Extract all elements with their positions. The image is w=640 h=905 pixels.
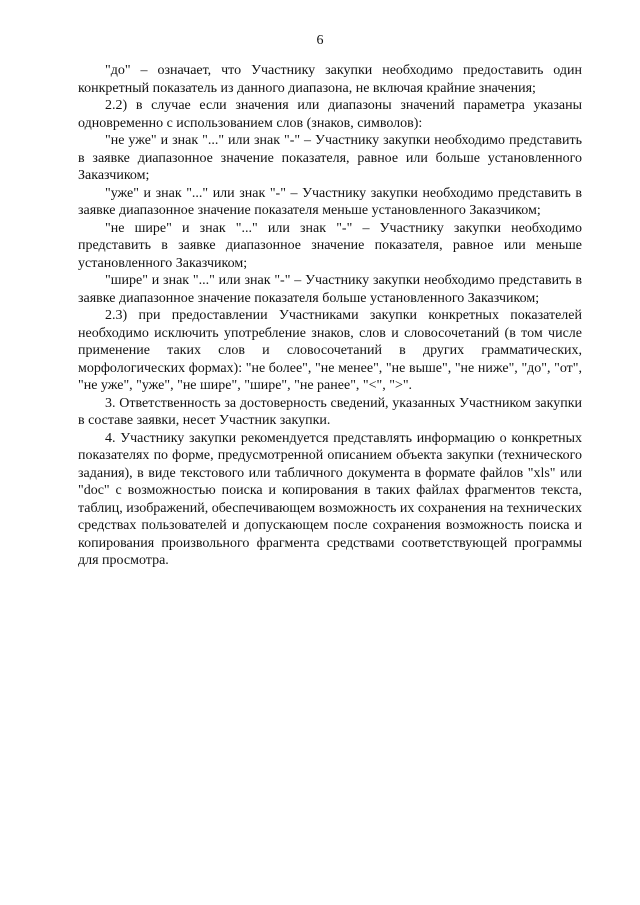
paragraph-ne-uzhe: "не уже" и знак "..." или знак "-" – Участнику закупки необходимо представить в заявке диапазонное значение показателя, равное или больше установленного Заказчиком; (78, 133, 582, 183)
paragraph-shire: "шире" и знак "..." или знак "-" – Участнику закупки необходимо представить в заявке диапазонное значение показателя больше установленного Заказчиком; (78, 273, 582, 306)
paragraph-do-definition: "до" – означает, что Участнику закупки необходимо предоставить один конкретный показатель из данного диапазона, не включая крайние значения; (78, 63, 582, 96)
page-number: 6 (316, 33, 324, 48)
paragraph-2-2: 2.2) в случае если значения или диапазоны значений параметра указаны одновременно с использованием слов (знаков, символов): (78, 98, 582, 131)
paragraph-3: 3. Ответственность за достоверность сведений, указанных Участником закупки в составе заявки, несет Участник закупки. (78, 395, 582, 428)
paragraph-2-3: 2.3) при предоставлении Участниками закупки конкретных показателей необходимо исключить употребление знаков, слов и словосочетаний (в том числе применение таких слов и словосочетаний в других грамматических, морфологических формах): "не более", "не менее", "не выше", "не ниже", "до", "от", "не уже", "уже", "не шире", "шире", "не ранее", "<", ">". (78, 308, 582, 393)
paragraph-4: 4. Участнику закупки рекомендуется представлять информацию о конкретных показателях по форме, предусмотренной описанием объекта закупки (технического задания), в виде текстового или табличного документа в формате файлов "xls" или "doc" с возможностью поиска и копирования в таких файлах фрагментов текста, таблиц, изображений, обеспечивающем возможность их сохранения на технических средствах пользователей и допускающем после сохранения возможность поиска и копирования произвольного фрагмента средствами соответствующей программы для просмотра. (78, 430, 582, 568)
paragraph-uzhe: "уже" и знак "..." или знак "-" – Участнику закупки необходимо представить в заявке диапазонное значение показателя меньше установленного Заказчиком; (78, 185, 582, 218)
document-body (78, 62, 582, 570)
paragraph-ne-shire: "не шире" и знак "..." или знак "-" – Участнику закупки необходимо представить в заявке диапазонное значение показателя, равное или меньше установленного Заказчиком; (78, 220, 582, 271)
